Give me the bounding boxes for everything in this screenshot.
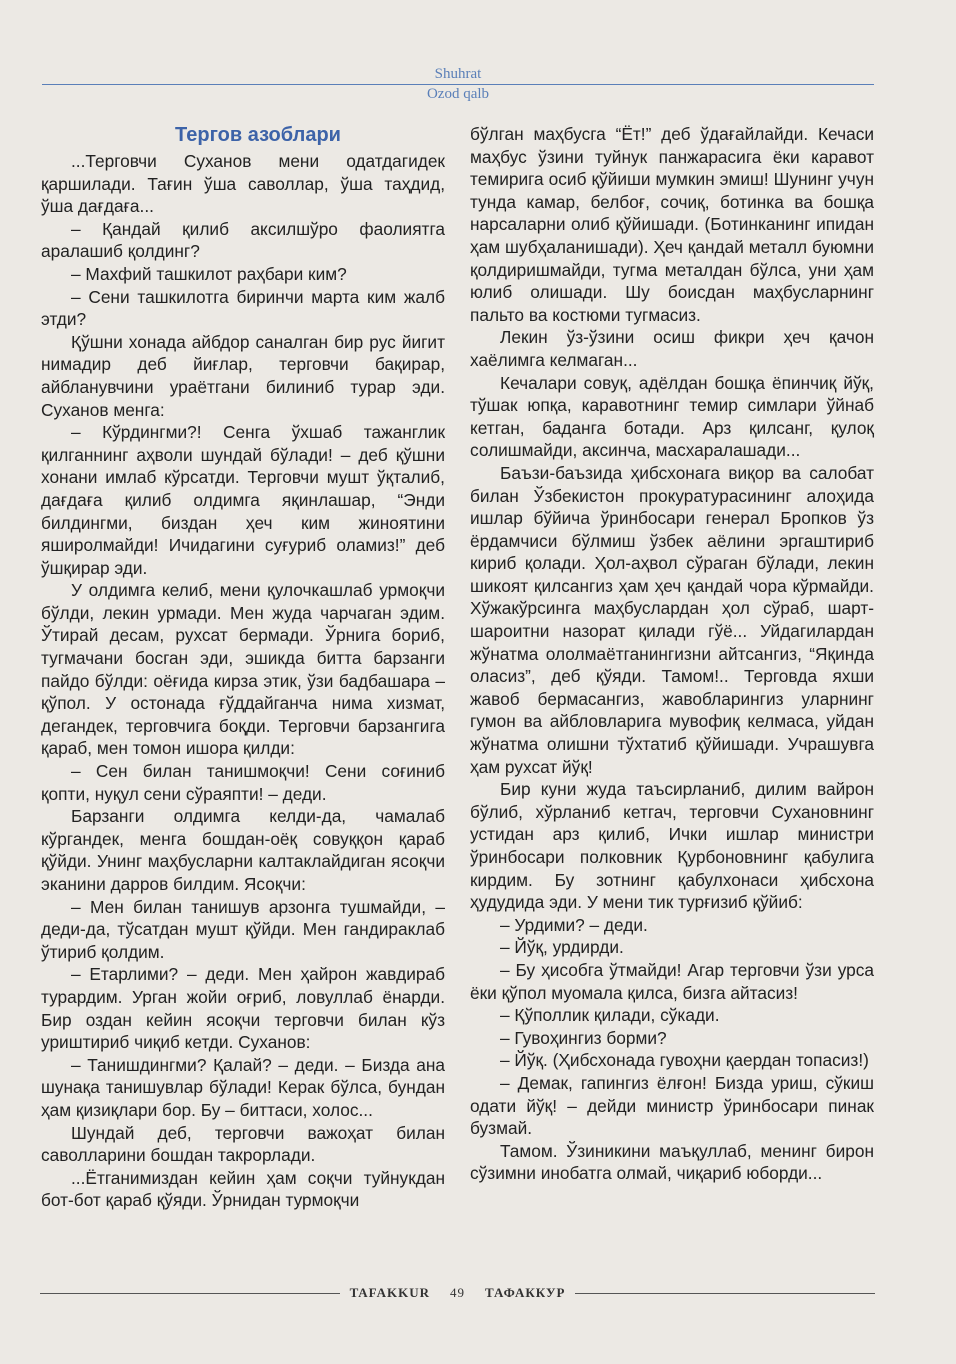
paragraph: – Йўқ. (Ҳибсхонада гувоҳни қаердан топасиз!) <box>500 1050 869 1071</box>
paragraph: ...Ётганимиздан кейин ҳам соқчи туйнукдан бот-бот қараб қўяди. Ўрнидан турмоқчи <box>41 1167 445 1211</box>
paragraph: Қўшни хонада айбдор саналган бир рус йигит нимадир деб йиғлар, терговчи бақирар, айбланувчини ураётгани билиниб турар эди. Суханов менга: <box>41 331 445 420</box>
paragraph: Шундай деб, терговчи важоҳат билан саволларини бошдан такрорлади. <box>41 1122 445 1166</box>
left-column <box>41 120 445 1212</box>
running-header <box>42 64 874 103</box>
paragraph: – Етарлими? – деди. Мен ҳайрон жавдираб турардим. Урган жойи оғриб, ловуллаб ёнарди. Бир оздан кейин ясоқчи терговчи билан кўз уриштириб чиқиб кетди. Суханов: <box>41 964 445 1053</box>
paragraph: – Махфий ташкилот раҳбари ким? <box>71 263 347 284</box>
paragraph: ...Терговчи Суханов мени одатдагидек қаршилади. Тағин ўша саволлар, ўша таҳдид, ўша дағдаға... <box>41 151 445 217</box>
paragraph: – Сени ташкилотга биринчи марта ким жалб этди? <box>41 286 445 330</box>
right-column <box>470 123 874 1185</box>
footer-journal-cyrillic: ТАФАККУР <box>485 1285 566 1300</box>
footer-rule-right <box>575 1293 875 1294</box>
paragraph: Бир куни жуда таъсирланиб, дилим вайрон бўлиб, хўрланиб кетгач, терговчи Сухановнинг устидан арз қилиб, Ички ишлар министри ўринбосари полковник Қурбоновнинг қабулига кирдим. Бу зотнинг қабулхонаси ҳибсхона ҳудудида эди. У мени тик турғизиб қўйиб: <box>470 779 874 913</box>
paragraph: – Демак, гапингиз ёлғон! Бизда уриш, сўкиш одати йўқ! – дейди министр ўринбосари пинак бузмай. <box>470 1072 874 1139</box>
paragraph: – Гувоҳингиз борми? <box>500 1027 667 1048</box>
header-author: Shuhrat <box>434 66 482 82</box>
paragraph: Барзанги олдимга келди-да, чамалаб кўргандек, менга бошдан-оёқ совуққон қараб қўйди. Унинг маҳбусларни калтаклайдиган ясоқчи эканини дарров билдим. Ясоқчи: <box>41 806 445 894</box>
footer-rule-left <box>40 1293 340 1294</box>
paragraph: бўлган маҳбусга “Ёт!” деб ўдағайлайди. Кечаси маҳбус ўзини туйнук панжарасига ёки каравот темирига осиб қўйиши мумкин эмиш! Шунинг учун тунда камар, белбоғ, сочиқ, ботинка ва бошқа нарсаларни олиб қўйишади. (Ботинканинг ипидан ҳам шубҳаланишади). Ҳеч қандай металл буюмни қолдиришмайди, тугма металдан бўлса, уни ҳам юлиб олишади. Шу боисдан маҳбусларнинг пальто ва костюми тугмасиз. <box>470 124 874 325</box>
paragraph: Кечалари совуқ, адёлдан бошқа ёпинчиқ йўқ, тўшак юпқа, каравотнинг темир симлари ўйнаб кетган, баданга ботади. Арз қилсанг, қулоқ солишмайди, аксинча, масхаралашади... <box>470 372 874 461</box>
paragraph: – Бу ҳисобга ўтмайди! Агар терговчи ўзи урса ёки қўпол муомала қилса, бизга айтасиз! <box>470 959 874 1003</box>
paragraph: Лекин ўз-ўзини осиш фикри ҳеч қачон хаёлимга келмаган... <box>470 327 874 370</box>
paragraph: – Қўполлик қилади, сўкади. <box>500 1005 720 1026</box>
paragraph: – Йўқ, урдирди. <box>500 937 624 958</box>
running-footer <box>40 1283 875 1303</box>
paragraph: – Қандай қилиб аксилшўро фаолиятга аралашиб қолдинг? <box>41 218 445 262</box>
page-number: 49 <box>450 1285 466 1300</box>
paragraph: – Танишдингми? Қалай? – деди. – Бизда ана шунақа танишувлар бўлади! Керак бўлса, бундан ҳам қизиқлари бор. Бу – биттаси, холос... <box>41 1054 445 1120</box>
header-book-title: Ozod qalb <box>426 86 490 102</box>
paragraph: – Кўрдингми?! Сенга ўхшаб тажанглик қилганнинг аҳволи шундай бўлади! – деб қўшни хонани имлаб кўрсатди. Терговчи мушт ўқталиб, дағдаға қилиб олдимга яқинлашар, “Энди билдингми, биздан ҳеч ким жиноятини яширолмайди! Ичидагини суғуриб оламиз!” деб ўшқирар эди. <box>41 422 445 578</box>
article-title: Тергов азоблари <box>175 124 341 146</box>
footer-journal-latin: TAFAKKUR <box>349 1285 431 1300</box>
paragraph: У олдимга келиб, мени қулочкашлаб урмоқчи бўлди, лекин урмади. Мен жуда чарчаган эдим. Ўтирай десам, рухсат бермади. Ўрнига бориб, тугмачани босган эди, эшикда битта барзанги пайдо бўлди: оёғида кирза этик, ўзи бадбашара – қўпол. У остонада ғўддайганча нима хизмат, дегандек, терговчига боқди. Терговчи барзангига қараб, мен томон ишора қилди: <box>41 580 445 759</box>
paragraph: – Урдими? – деди. <box>500 914 648 935</box>
paragraph: Тамом. Ўзиникини маъқуллаб, менинг бирон сўзимни инобатга олмай, чиқариб юборди... <box>470 1140 874 1184</box>
paragraph: – Мен билан танишув арзонга тушмайди, – деди-да, тўсатдан мушт қўйди. Мен гандираклаб ўтириб қолдим. <box>41 896 445 962</box>
paragraph: – Сен билан танишмоқчи! Сени соғиниб қопти, нуқул сени сўраяпти! – деди. <box>41 761 445 804</box>
paragraph: Баъзи-баъзида ҳибсхонага виқор ва салобат билан Ўзбекистон прокуратурасининг алоҳида ишлар бўйича ўринбосари генерал Бропков ўз ёрдамчиси бўлмиш ўзбек аёлини эргаштириб кириб қолади. Ҳол-аҳвол сўраган бўлади, лекин шикоят қилсангиз ҳам ҳеч қандай чора кўрмайди. Хўжакўрсинга маҳбуслардан ҳол сўраб, шарт-шароитни назорат қилади гўё... Уйдагилардан жўнатма ололмаётганингизни айтсангиз, “Яқинда оласиз”, деб қўяди. Тамом!.. Терговда яхши жавоб бермасангиз, жавобларингиз уларнинг гумон ва айбловларига мувофиқ келмаса, уйдан жўнатма олишни тўхтатиб қўйишади. Учрашувга ҳам рухсат йўқ! <box>470 462 874 777</box>
